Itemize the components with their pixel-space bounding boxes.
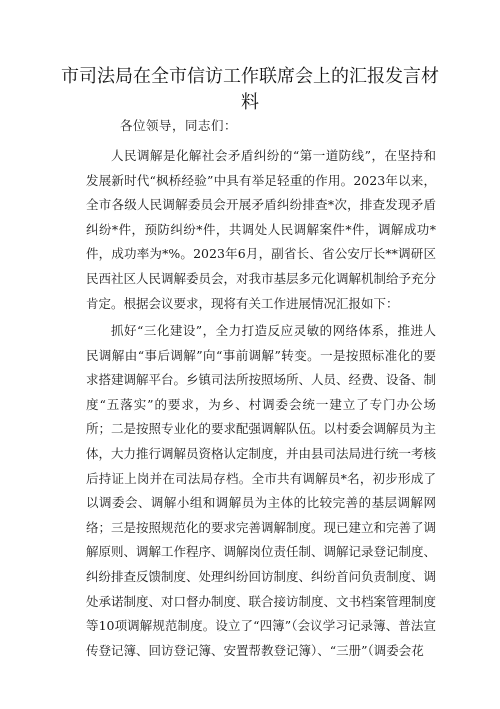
body-paragraph-2: 抓好“三化建设”，全力打造反应灵敏的网络体系，推进人民调解由“事后调解”向“事前调解”转变。一是按照标准化的要求搭建调解平台。乡镇司法所按照场所、人员、经费、设备、制度“五落实”的要求，为乡、村调委会统一建立了专门办公场所；二是按照专业化的要求配强调解队伍。以村委会调解员为主体，大力推行调解员资格认定制度，并由县司法局进行统一考核后持证上岗并在司法局存档。全市共有调解员*名，初步形成了以调委会、调解小组和调解员为主体的比较完善的基层调解网络；三是按照规范化的要求完善调解制度。现已建立和完善了调解原则、调解工作程序、调解岗位责任制、调解记录登记制度、纠纷排查反馈制度、处理纠纷回访制度、纠纷首问负责制度、调处承诺制度、对口督办制度、联合接访制度、文书档案管理制度等10项调解规范制度。设立了“四簿”（会议学习记录簿、普法宣传登记簿、回访登记簿、安置帮教登记簿）、“三册”（调委会花 — [86, 323, 436, 658]
document-title: 市司法局在全市信访工作联席会上的汇报发言材料 — [61, 66, 439, 113]
body-paragraph-1: 人民调解是化解社会矛盾纠纷的“第一道防线”，在坚持和发展新时代“枫桥经验”中具有举足轻重的作用。2023年以来，全市各级人民调解委员会开展矛盾纠纷排查*次，排查发现矛盾纠纷*件，预防纠纷*件，共调处人民调解案件*件，调解成功*件，成功率为*%。2023年6月，副省长、省公安厅长**调研区民西社区人民调解委员会，对我市基层多元化调解机制给予充分肯定。根据会议要求，现将有关工作进展情况汇报如下： — [86, 148, 437, 311]
salutation: 各位领导，同志们： — [120, 118, 238, 133]
